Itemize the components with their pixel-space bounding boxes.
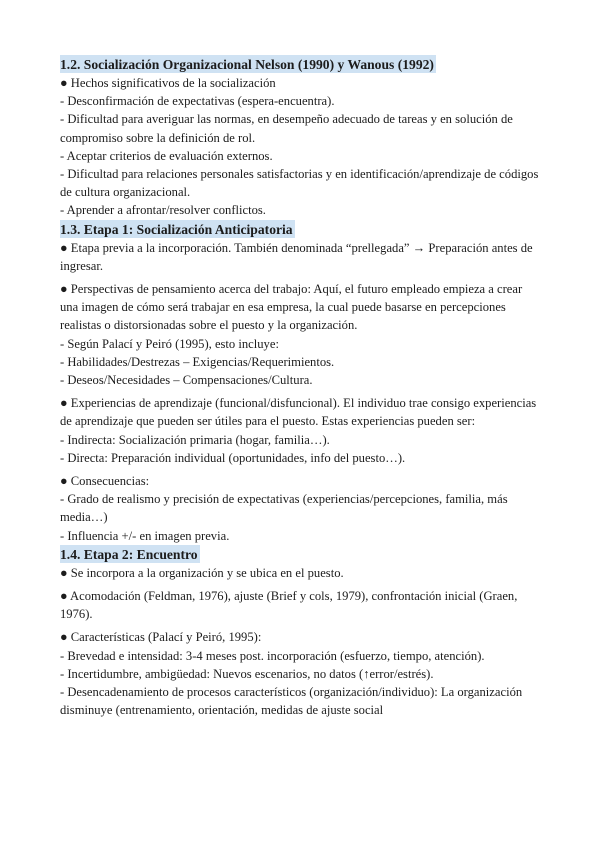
list-line: - Dificultad para averiguar las normas, en desempeño adecuado de tareas y en solución de compromiso sobre la definición de rol. xyxy=(60,112,513,145)
bullet-line: ● Se incorpora a la organización y se ubica en el puesto. xyxy=(60,565,344,580)
paragraph xyxy=(60,239,540,275)
list-line: - Influencia +/- en imagen previa. xyxy=(60,528,230,543)
paragraph xyxy=(60,587,540,623)
paragraph xyxy=(60,564,540,582)
paragraph xyxy=(60,394,540,467)
list-line: - Grado de realismo y precisión de expectativas (experiencias/percepciones, familia, más media…) xyxy=(60,492,508,525)
list-line: - Indirecta: Socialización primaria (hogar, familia…). xyxy=(60,432,330,447)
section-heading: 1.2. Socialización Organizacional Nelson (1990) y Wanous (1992) xyxy=(60,57,434,72)
list-line: - Deseos/Necesidades – Compensaciones/Cultura. xyxy=(60,373,313,388)
list-line: - Según Palací y Peiró (1995), esto incluye: xyxy=(60,336,279,351)
paragraph xyxy=(60,280,540,389)
section-1-2 xyxy=(60,55,540,220)
paragraph xyxy=(60,74,540,220)
paragraph xyxy=(60,472,540,545)
bullet-line: ● Perspectivas de pensamiento acerca del trabajo: Aquí, el futuro empleado empieza a crear una imagen de cómo será trabajar en esa empresa, la cual puede basarse en percepciones realistas o distorsionadas sobre el puesto y la organización. xyxy=(60,282,523,333)
list-line: - Dificultad para relaciones personales satisfactorias y en identificación/aprendizaje de códigos de cultura organizacional. xyxy=(60,167,539,200)
section-1-4 xyxy=(60,545,540,720)
list-line: - Habilidades/Destrezas – Exigencias/Requerimientos. xyxy=(60,354,335,369)
bullet-line: ● Experiencias de aprendizaje (funcional/disfuncional). El individuo trae consigo experiencias de aprendizaje que pueden ser útiles para el puesto. Estas experiencias pueden ser: xyxy=(60,396,537,429)
list-line: - Directa: Preparación individual (oportunidades, info del puesto…). xyxy=(60,450,406,465)
list-line: - Aprender a afrontar/resolver conflictos. xyxy=(60,203,266,218)
list-line: - Brevedad e intensidad: 3-4 meses post. incorporación (esfuerzo, tiempo, atención). xyxy=(60,648,485,663)
bullet-line: ● Acomodación (Feldman, 1976), ajuste (Brief y cols, 1979), confrontación inicial (Graen, 1976). xyxy=(60,589,518,622)
section-heading: 1.4. Etapa 2: Encuentro xyxy=(60,546,198,562)
paragraph xyxy=(60,628,540,719)
bullet-line: ● Consecuencias: xyxy=(60,474,150,489)
bullet-line: ● Características (Palací y Peiró, 1995): xyxy=(60,630,262,645)
list-line: - Desconfirmación de expectativas (espera-encuentra). xyxy=(60,94,335,109)
bullet-line: ● Hechos significativos de la socialización xyxy=(60,76,276,90)
list-line: - Incertidumbre, ambigüedad: Nuevos escenarios, no datos (↑error/estrés). xyxy=(60,666,434,681)
section-1-3 xyxy=(60,220,540,545)
list-line: - Aceptar criterios de evaluación externos. xyxy=(60,148,273,163)
list-line: - Desencadenamiento de procesos característicos (organización/individuo): La organización disminuye (entrenamiento, orientación, medidas de ajuste social xyxy=(60,685,523,718)
bullet-line: ● Etapa previa a la incorporación. También denominada “prellegada” → Preparación antes de ingresar. xyxy=(60,240,533,273)
section-heading: 1.3. Etapa 1: Socialización Anticipatoria xyxy=(60,221,293,237)
